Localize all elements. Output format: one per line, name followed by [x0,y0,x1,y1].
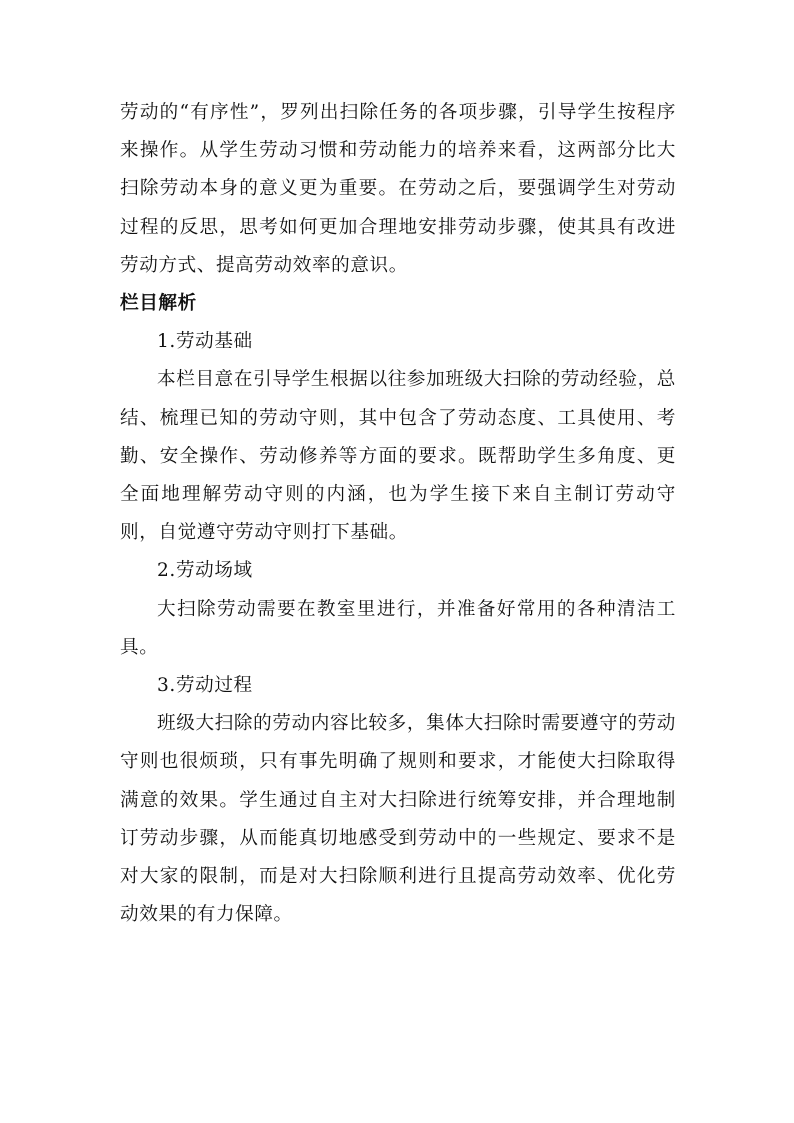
subsection-body-1: 本栏目意在引导学生根据以往参加班级大扫除的劳动经验，总结、梳理已知的劳动守则，其中包含了劳动态度、工具使用、考勤、安全操作、劳动修养等方面的要求。既帮助学生多角度、更全面地理解劳动守则的内涵，也为学生接下来自主制订劳动守则，自觉遵守劳动守则打下基础。 [120,369,676,544]
document-body [120,94,676,934]
subsection-body-2: 大扫除劳动需要在教室里进行，并准备好常用的各种清洁工具。 [120,598,676,658]
section-title: 栏目解析 [120,293,197,315]
subsection-title-3: 3.劳动过程 [157,675,253,697]
subsection-body-3: 班级大扫除的劳动内容比较多，集体大扫除时需要遵守的劳动守则也很烦琐，只有事先明确了规则和要求，才能使大扫除取得满意的效果。学生通过自主对大扫除进行统筹安排，并合理地制订劳动步骤，从而能真切地感受到劳动中的一些规定、要求不是对大家的限制，而是对大扫除顺利进行且提高劳动效率、优化劳动效果的有力保障。 [120,713,676,926]
intro-paragraph: 劳动的“有序性”，罗列出扫除任务的各项步骤，引导学生按程序来操作。从学生劳动习惯和劳动能力的培养来看，这两部分比大扫除劳动本身的意义更为重要。在劳动之后，要强调学生对劳动过程的反思，思考如何更加合理地安排劳动步骤，使其具有改进劳动方式、提高劳动效率的意识。 [120,102,676,276]
subsection-title-1: 1.劳动基础 [157,331,253,353]
subsection-title-2: 2.劳动场域 [157,560,253,582]
